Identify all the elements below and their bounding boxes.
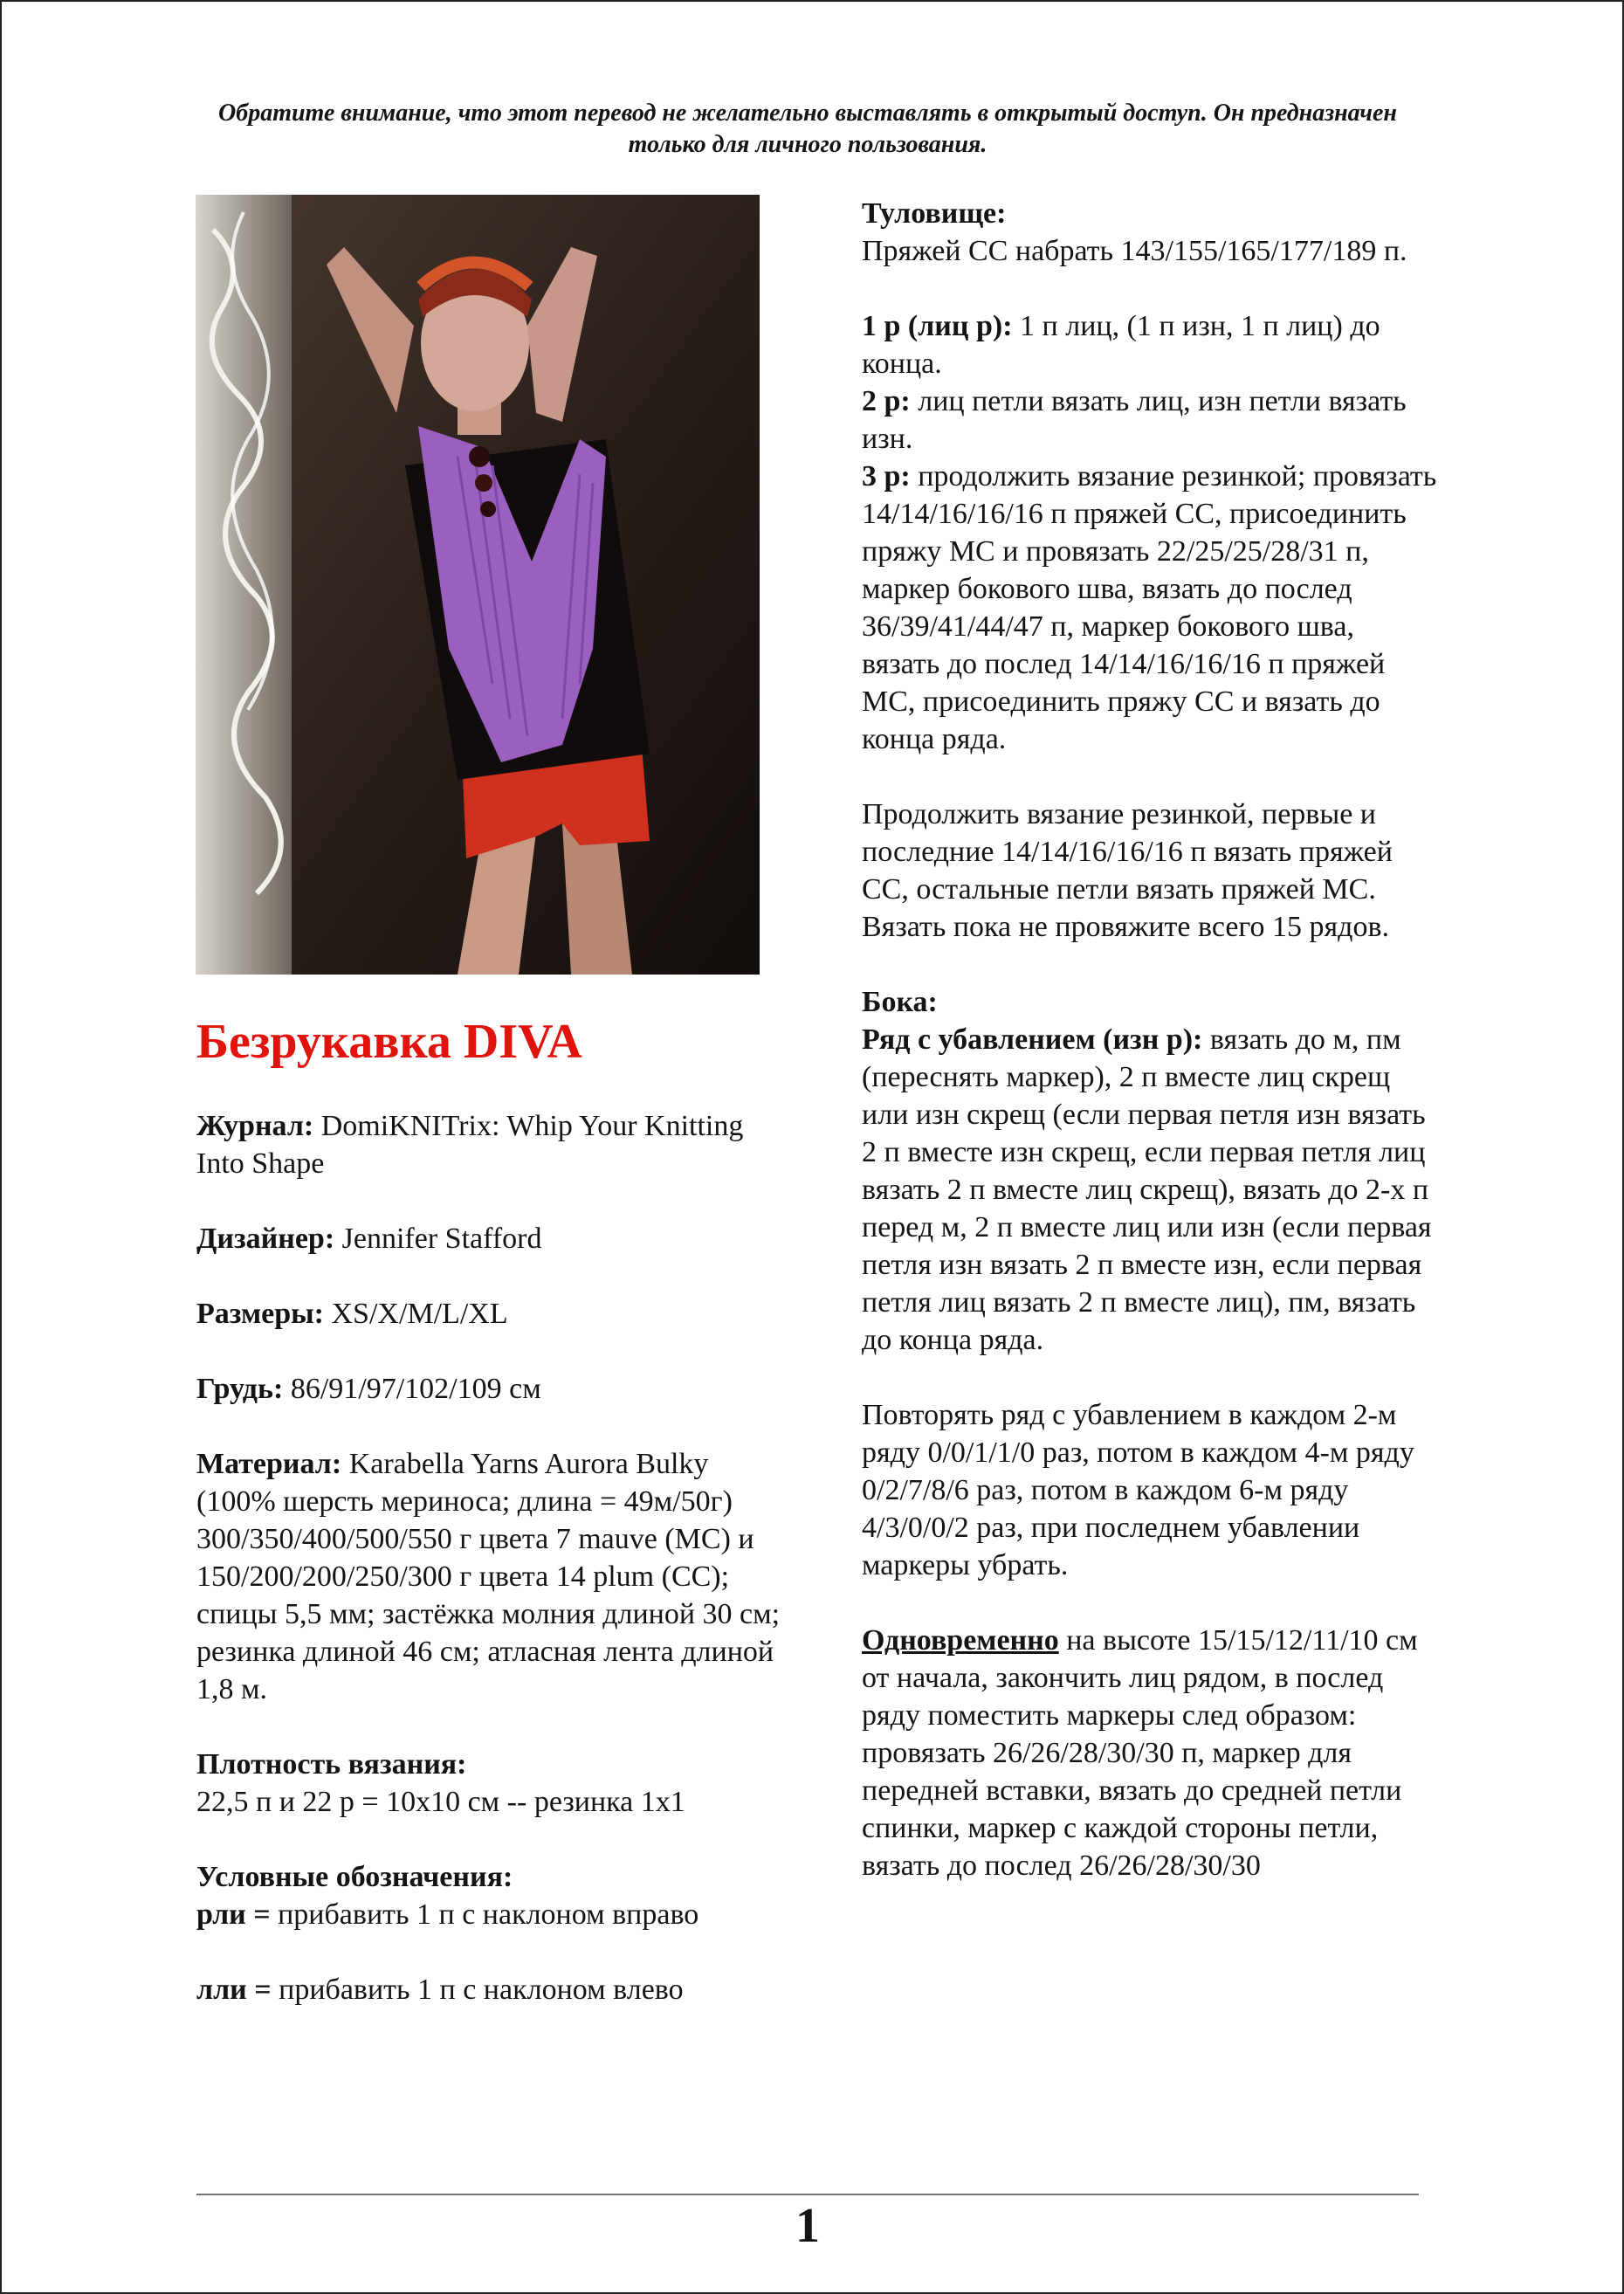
row-text: 1 п лиц, (1 п изн, 1 п лиц) до конца. <box>862 310 1380 380</box>
row-item <box>862 307 1438 382</box>
vest-photo-illustration <box>196 195 760 975</box>
row-text: продолжить вязание резинкой; провязать 14/14/16/16/16 п пряжей СС, присоединить пряжу МС и провязать 22/25/25/28/31 п, маркер бокового шва, вязать до послед 36/39/41/44/47 п, маркер бокового шва, вязать до послед 14/14/16/16/16 п пряжей МС, присоединить пряжу СС и вязать до конца ряда. <box>862 460 1437 755</box>
info-label: Грудь: <box>196 1373 284 1405</box>
sides-section <box>862 983 1438 1359</box>
info-value: Jennifer Stafford <box>334 1223 542 1255</box>
simultaneous-paragraph <box>862 1622 1438 1884</box>
info-magazine <box>196 1107 790 1182</box>
body-heading: Туловище: <box>862 197 1007 230</box>
info-label: Дизайнер: <box>196 1223 335 1255</box>
info-label: Размеры: <box>196 1298 324 1330</box>
sides-heading: Бока: <box>862 986 938 1018</box>
abbreviations-block <box>196 1858 790 1933</box>
model-photo <box>196 195 760 975</box>
simultaneous-text: на высоте 15/15/12/11/10 см от начала, закончить лиц рядом, в послед ряду поместить маркеры след образом: провязать 26/26/28/30/30 п, маркер для передней вставки, вязать до средней петли спинки, маркер с каждой стороны петли, вязать до послед 26/26/28/30/30 <box>862 1624 1418 1882</box>
row-label: 3 р: <box>862 460 911 493</box>
row-text: лиц петли вязать лиц, изн петли вязать изн. <box>862 385 1407 455</box>
info-value: 86/91/97/102/109 см <box>283 1373 541 1405</box>
body-section <box>862 195 1438 270</box>
gauge-block <box>196 1746 790 1821</box>
footer-divider <box>196 2194 1419 2195</box>
info-materials <box>196 1445 790 1708</box>
abbreviations-heading: Условные обозначения: <box>196 1861 513 1893</box>
info-designer <box>196 1220 790 1257</box>
abbreviation-item <box>196 1896 790 1933</box>
gauge-heading: Плотность вязания: <box>196 1748 467 1781</box>
abbreviation-definition: прибавить 1 п с наклоном вправо <box>270 1898 699 1931</box>
page-number: 1 <box>795 2199 820 2253</box>
abbreviation-definition: прибавить 1 п с наклоном влево <box>271 1974 684 2006</box>
pattern-title: Безрукавка DIVA <box>196 1015 582 1069</box>
info-sizes <box>196 1295 790 1333</box>
row-item <box>862 458 1438 758</box>
abbreviation-term: лли = <box>196 1974 272 2006</box>
simultaneous-label: Одновременно <box>862 1624 1059 1657</box>
row-item <box>862 382 1438 458</box>
row-label: 2 р: <box>862 385 911 417</box>
continue-paragraph: Продолжить вязание резинкой, первые и последние 14/14/16/16/16 п вязать пряжей СС, остальные петли вязать пряжей МС. Вязать пока не провяжите всего 15 рядов. <box>862 798 1393 943</box>
decrease-row-text: вязать до м, пм (переснять маркер), 2 п вместе лиц скрещ или изн скрещ (если первая петля изн вязать 2 п вместе изн скрещ, если первая петля лиц вязать 2 п вместе лиц скрещ), вязать до 2-х п перед м, 2 п вместе лиц или изн (если первая петля изн вязать 2 п вместе изн, если первая петля лиц вязать 2 п вместе лиц), пм, вязать до конца ряда. <box>862 1023 1432 1356</box>
info-value: XS/X/M/L/XL <box>323 1298 508 1330</box>
info-value: Karabella Yarns Aurora Bulky (100% шерсть мериноса; длина = 49м/50г) 300/350/400/500/550 г цвета 7 mauve (МС) и 150/200/200/250/300 г цвета 14 plum (СС); спицы 5,5 мм; застёжка молния длиной 30 см; резинка длиной 46 см; атласная лента длиной 1,8 м. <box>196 1448 781 1705</box>
abbreviation-term: рли = <box>196 1898 271 1931</box>
abbreviation-item <box>196 1971 790 2008</box>
row-instructions <box>862 307 1438 758</box>
info-chest <box>196 1370 790 1408</box>
copyright-notice: Обратите внимание, что этот перевод не желательно выставлять в открытый доступ. Он предназначен только для личного пользования. <box>218 100 1397 158</box>
repeat-paragraph: Повторять ряд с убавлением в каждом 2-м ряду 0/0/1/1/0 раз, потом в каждом 4-м ряду 0/2/7/8/6 раз, потом в каждом 6-м ряду 4/3/0/0/2 раз, при последнем убавлении маркеры убрать. <box>862 1399 1414 1581</box>
info-label: Журнал: <box>196 1110 314 1142</box>
gauge-text: 22,5 п и 22 р = 10х10 см -- резинка 1х1 <box>196 1786 685 1818</box>
info-label: Материал: <box>196 1448 342 1480</box>
cast-on-text: Пряжей СС набрать 143/155/165/177/189 п. <box>862 235 1407 267</box>
decrease-row-label: Ряд с убавлением (изн р): <box>862 1023 1203 1056</box>
decrease-row <box>862 1021 1438 1359</box>
right-column <box>862 195 1438 1922</box>
row-label: 1 р (лиц р): <box>862 310 1013 342</box>
info-value: DomiKNITrix: Whip Your Knitting Into Shape <box>196 1110 744 1180</box>
left-column <box>196 1006 790 2046</box>
